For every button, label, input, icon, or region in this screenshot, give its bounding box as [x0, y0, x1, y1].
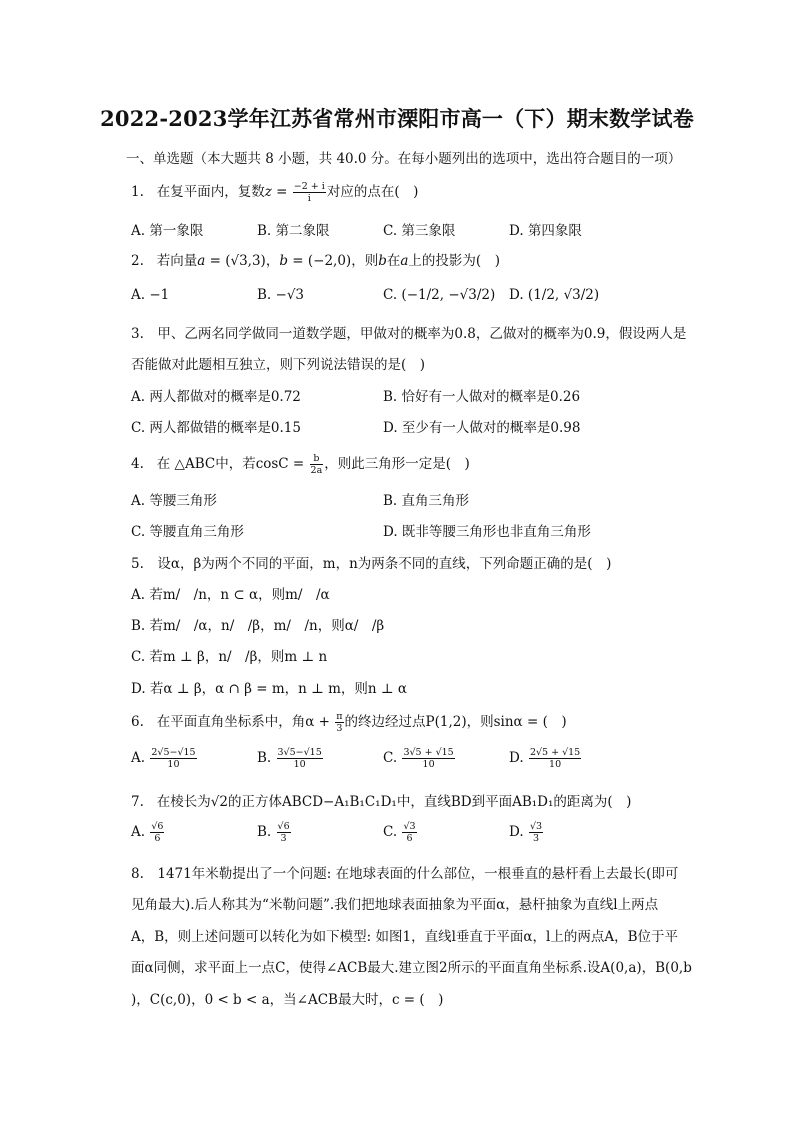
- option-d[interactable]: D. 既非等腰三角形也非直角三角形: [383, 524, 591, 540]
- option-c[interactable]: C. 若m ⊥ β，n/ /β，则m ⊥ n: [131, 649, 328, 665]
- vector-a: a: [400, 253, 409, 269]
- question-6: [131, 710, 567, 734]
- option-a[interactable]: A. $\frac{√6}{6}$: [131, 821, 164, 844]
- option-b[interactable]: B. −√3: [257, 287, 305, 303]
- option-c[interactable]: C. $\frac{3√5 + √15}{10}$: [383, 747, 454, 770]
- vector-b: b: [378, 253, 387, 269]
- vector-a-value: = (√3,3)，: [205, 253, 280, 269]
- question-number: 6.: [131, 714, 144, 730]
- option-b[interactable]: B. 直角三角形: [383, 493, 470, 509]
- fraction: $\frac{b}{2a}$: [310, 453, 323, 476]
- question-text: 若向量: [156, 253, 198, 269]
- option-d[interactable]: D. $\frac{2√5 + √15}{10}$: [509, 747, 581, 770]
- option-d[interactable]: D. 若α ⊥ β，α ∩ β = m，n ⊥ m，则n ⊥ α: [131, 681, 407, 697]
- question-text: 在平面直角坐标系中，角α +: [156, 714, 335, 730]
- question-text: 在: [386, 253, 401, 269]
- question-8-line-1: 8. 1471年米勒提出了一个问题: 在地球表面的什么部位，一根垂直的悬杆看上去最长(即可: [131, 866, 679, 882]
- question-8-line-3: A，B，则上述问题可以转化为如下模型: 如图1，直线l垂直于平面α，l上的两点A，B位于平: [131, 929, 679, 945]
- option-c[interactable]: C. 第三象限: [383, 223, 456, 239]
- option-b[interactable]: B. 恰好有一人做对的概率是0.26: [383, 389, 581, 405]
- question-8-line-5: )，C(c,0)，0 < b < a，当∠ACB最大时，c = ( ): [131, 992, 444, 1008]
- question-text: 在复平面内，复数: [156, 184, 265, 200]
- question-number: 2.: [131, 253, 144, 269]
- question-tail: ，则此三角形一定是( ): [324, 456, 470, 472]
- question-2: [131, 249, 500, 269]
- math-var: z =: [264, 184, 292, 200]
- question-1: [131, 180, 418, 204]
- question-tail: 的终边经过点P(1,2)，则sinα = ( ): [344, 714, 567, 730]
- fraction: $\frac{\pi}{3}$: [336, 711, 343, 734]
- option-a[interactable]: A. 等腰三角形: [131, 493, 217, 509]
- option-d[interactable]: D. $\frac{√3}{3}$: [509, 821, 543, 844]
- option-b[interactable]: B. $\frac{3√5-√15}{10}$: [257, 747, 322, 770]
- option-c[interactable]: C. $\frac{√3}{6}$: [383, 821, 416, 844]
- option-d[interactable]: D. (1/2, √3/2): [509, 287, 600, 303]
- question-tail: 上的投影为( ): [408, 253, 500, 269]
- option-c[interactable]: C. (−1/2, −√3/2): [383, 287, 496, 303]
- question-3-line-1: 3. 甲、乙两名同学做同一道数学题，甲做对的概率为0.8，乙做对的概率为0.9，假设两人是: [131, 326, 687, 342]
- page-title: 2022-2023学年江苏省常州市溧阳市高一（下）期末数学试卷: [100, 106, 694, 131]
- option-c[interactable]: C. 等腰直角三角形: [131, 524, 244, 540]
- vector-b-value: = (−2,0)，则: [287, 253, 379, 269]
- section-heading: 一、单选题（本大题共 8 小题，共 40.0 分。在每小题列出的选项中，选出符合题目的一项）: [126, 151, 682, 167]
- question-8-line-2: 见角最大).后人称其为“米勒问题”.我们把地球表面抽象为平面α，悬杆抽象为直线l上两点: [131, 897, 659, 913]
- option-b[interactable]: B. 第二象限: [257, 223, 330, 239]
- option-b[interactable]: B. $\frac{√6}{3}$: [257, 821, 290, 844]
- question-7: [131, 790, 631, 810]
- question-5: 5. 设α，β为两个不同的平面，m，n为两条不同的直线，下列命题正确的是( ): [131, 556, 612, 572]
- option-d[interactable]: D. 第四象限: [509, 223, 582, 239]
- vector-b: b: [279, 253, 288, 269]
- vector-a: a: [197, 253, 206, 269]
- question-text: 在棱长为: [156, 794, 211, 810]
- question-tail: 对应的点在( ): [326, 184, 419, 200]
- option-a[interactable]: A. −1: [131, 287, 170, 303]
- option-d[interactable]: D. 至少有一人做对的概率是0.98: [383, 420, 581, 436]
- option-a[interactable]: A. 第一象限: [131, 223, 204, 239]
- question-number: 4.: [131, 456, 144, 472]
- question-8-line-4: 面α同侧，求平面上一点C，使得∠ACB最大.建立图2所示的平面直角坐标系.设A(0,a)，B(0,b: [131, 960, 692, 976]
- question-4: [131, 452, 470, 476]
- option-a[interactable]: A. 两人都做对的概率是0.72: [131, 389, 301, 405]
- question-number: 7.: [131, 794, 144, 810]
- option-b[interactable]: B. 若m/ /α，n/ /β，m/ /n，则α/ /β: [131, 618, 385, 634]
- question-tail: 的正方体ABCD−A₁B₁C₁D₁中，直线BD到平面AB₁D₁的距离为( ): [227, 794, 632, 810]
- question-text: 在 △ABC中，若cosC =: [156, 456, 309, 472]
- radical: √2: [210, 794, 228, 810]
- question-number: 1.: [131, 184, 144, 200]
- question-3-line-2: 否能做对此题相互独立，则下列说法错误的是( ): [131, 357, 426, 373]
- option-a[interactable]: A. 若m/ /n，n ⊂ α，则m/ /α: [131, 587, 330, 603]
- option-a[interactable]: A. $\frac{2√5-√15}{10}$: [131, 747, 196, 770]
- fraction: $\frac{-2 + i}{i}$: [293, 181, 325, 204]
- option-c[interactable]: C. 两人都做错的概率是0.15: [131, 420, 301, 436]
